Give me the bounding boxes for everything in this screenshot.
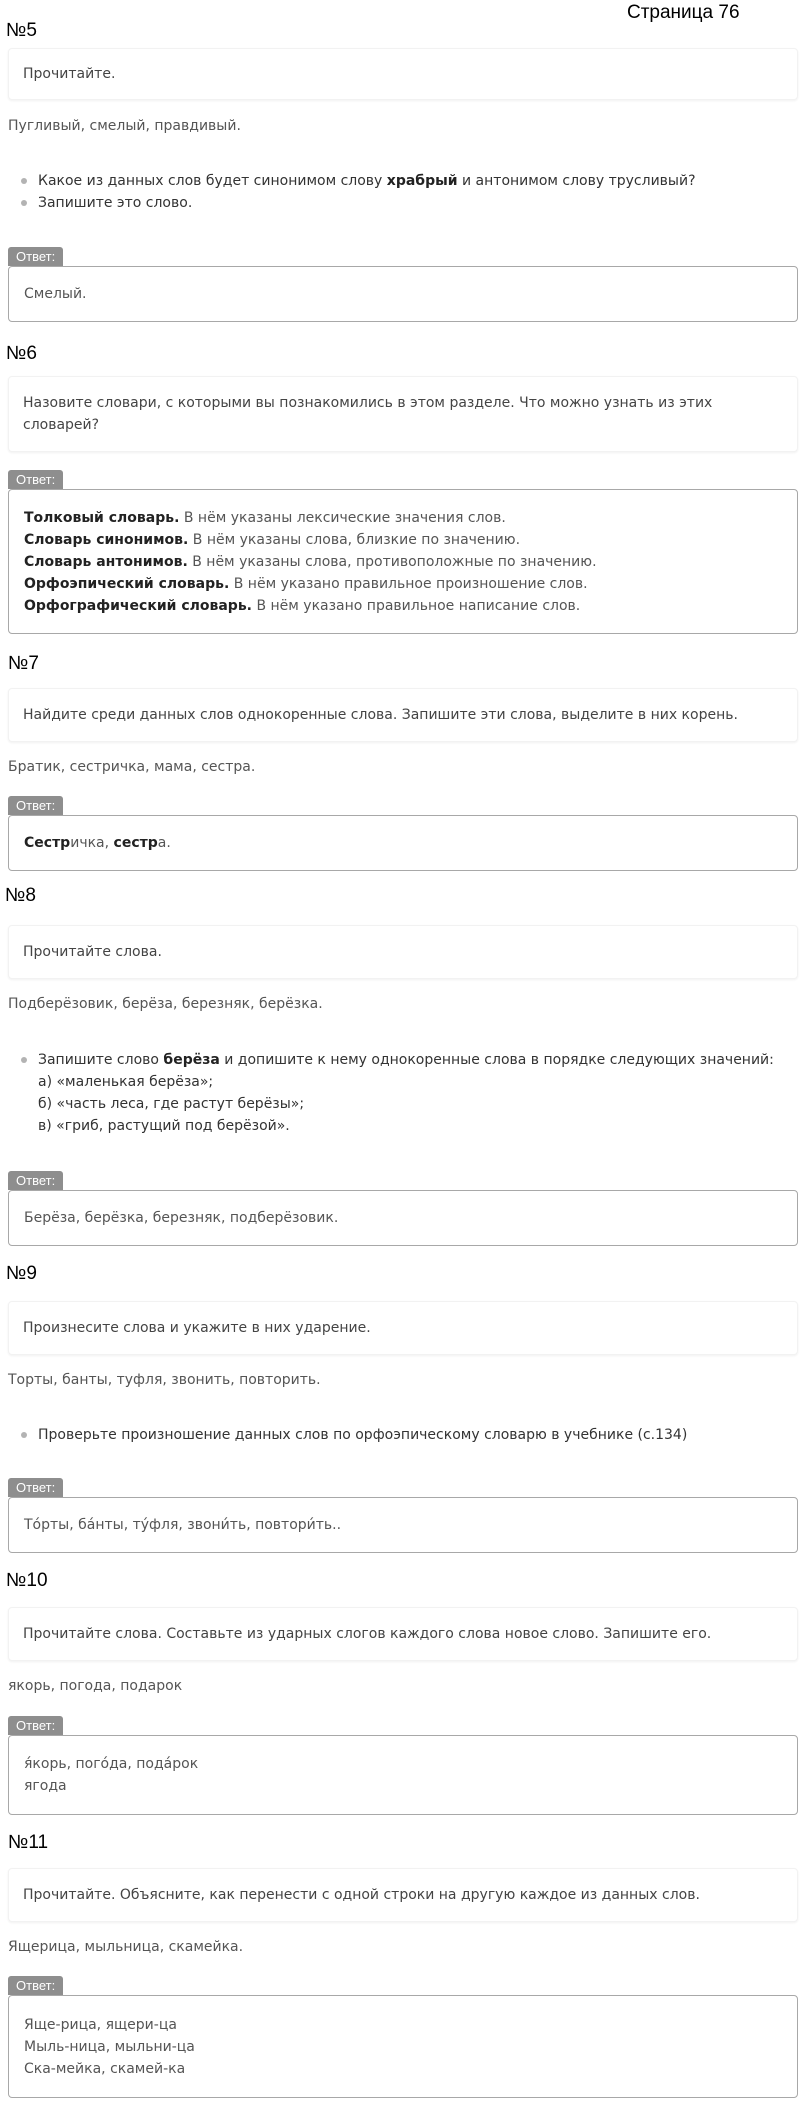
answer-label: Ответ:	[8, 1478, 63, 1497]
answer-label: Ответ:	[8, 796, 63, 815]
exercise-11-number: №11	[8, 1832, 49, 1853]
exercise-8-task: Прочитайте слова.	[8, 925, 798, 979]
answer-text: Сестричка, сестра.	[24, 835, 171, 851]
exercise-9-bullets	[8, 1424, 687, 1446]
answer-line: Орфоэпический словарь. В нём указано правильное произношение слов.	[24, 575, 588, 592]
sub-item: в) «гриб, растущий под берёзой».	[38, 1118, 290, 1134]
exercise-7-text: Братик, сестричка, мама, сестра.	[8, 759, 256, 775]
list-item: Запишите это слово.	[38, 192, 696, 214]
answer-label: Ответ:	[8, 247, 63, 266]
answer-line: Яще-рица, ящери-ца	[24, 2016, 177, 2033]
answer-line: Толковый словарь. В нём указаны лексические значения слов.	[24, 509, 506, 526]
exercise-8-number: №8	[5, 885, 36, 906]
exercise-6-task: Назовите словари, с которыми вы познакомились в этом разделе. Что можно узнать из этих словарей?	[8, 376, 798, 452]
exercise-6-answer	[8, 489, 798, 634]
exercise-9-answer	[8, 1497, 798, 1553]
answer-line: я́корь, пого́да, пода́рок	[24, 1756, 199, 1772]
answer-line: Орфографический словарь. В нём указано правильное написание слов.	[24, 597, 581, 614]
sub-item: а) «маленькая берёза»;	[38, 1074, 214, 1090]
answer-text: Смелый.	[24, 286, 87, 302]
exercise-8-answer	[8, 1190, 798, 1246]
exercise-11-text: Ящерица, мыльница, скамейка.	[8, 1939, 244, 1955]
exercise-5-text: Пугливый, смелый, правдивый.	[8, 118, 241, 134]
exercise-5-bullets	[8, 170, 696, 214]
answer-label: Ответ:	[8, 1171, 63, 1190]
answer-line: Словарь синонимов. В нём указаны слова, близкие по значению.	[24, 531, 521, 548]
answer-label: Ответ:	[8, 470, 63, 489]
answer-label: Ответ:	[8, 1976, 63, 1995]
exercise-9-text: Торты, банты, туфля, звонить, повторить.	[8, 1372, 321, 1388]
exercise-5-answer	[8, 266, 798, 322]
exercise-11-answer	[8, 1995, 798, 2098]
answer-line: Словарь антонимов. В нём указаны слова, противоположные по значению.	[24, 553, 597, 570]
exercise-9-task: Произнесите слова и укажите в них ударение.	[8, 1301, 798, 1355]
answer-line: ягода	[24, 1778, 67, 1794]
exercise-8-bullets	[8, 1049, 774, 1137]
exercise-7-number: №7	[8, 653, 39, 674]
exercise-6-number: №6	[6, 343, 37, 364]
list-item: Запишите слово берёза и допишите к нему однокоренные слова в порядке следующих значений: а) «маленькая берёза»; б) «часть леса, где растут берёзы»; в) «гриб, растущий под берёзой».	[38, 1049, 774, 1137]
exercise-10-text: якорь, погода, подарок	[8, 1678, 183, 1694]
exercise-9-number: №9	[6, 1263, 37, 1284]
exercise-10-task: Прочитайте слова. Составьте из ударных слогов каждого слова новое слово. Запишите его.	[8, 1607, 798, 1661]
sub-item: б) «часть леса, где растут берёзы»;	[38, 1096, 305, 1112]
page-number: Страница 76	[627, 2, 740, 23]
exercise-11-task: Прочитайте. Объясните, как перенести с одной строки на другую каждое из данных слов.	[8, 1868, 798, 1922]
list-item: Какое из данных слов будет синонимом слову храбрый и антонимом слову трусливый?	[38, 170, 696, 192]
answer-line: Ска-мейка, скамей-ка	[24, 2060, 186, 2077]
exercise-10-answer	[8, 1735, 798, 1815]
exercise-7-task: Найдите среди данных слов однокоренные слова. Запишите эти слова, выделите в них корень.	[8, 688, 798, 742]
exercise-10-number: №10	[6, 1570, 48, 1591]
exercise-5-task: Прочитайте.	[8, 48, 798, 100]
answer-text: Берёза, берёзка, березняк, подберёзовик.	[24, 1210, 339, 1226]
exercise-8-text: Подберёзовик, берёза, березняк, берёзка.	[8, 996, 323, 1012]
answer-line: Мыль-ница, мыльни-ца	[24, 2038, 195, 2055]
answer-label: Ответ:	[8, 1716, 63, 1735]
answer-text: То́рты, ба́нты, ту́фля, звони́ть, повтори́ть..	[24, 1517, 342, 1533]
exercise-5-number: №5	[6, 20, 37, 41]
list-item: Проверьте произношение данных слов по орфоэпическому словарю в учебнике (с.134)	[38, 1424, 687, 1446]
exercise-7-answer	[8, 815, 798, 871]
